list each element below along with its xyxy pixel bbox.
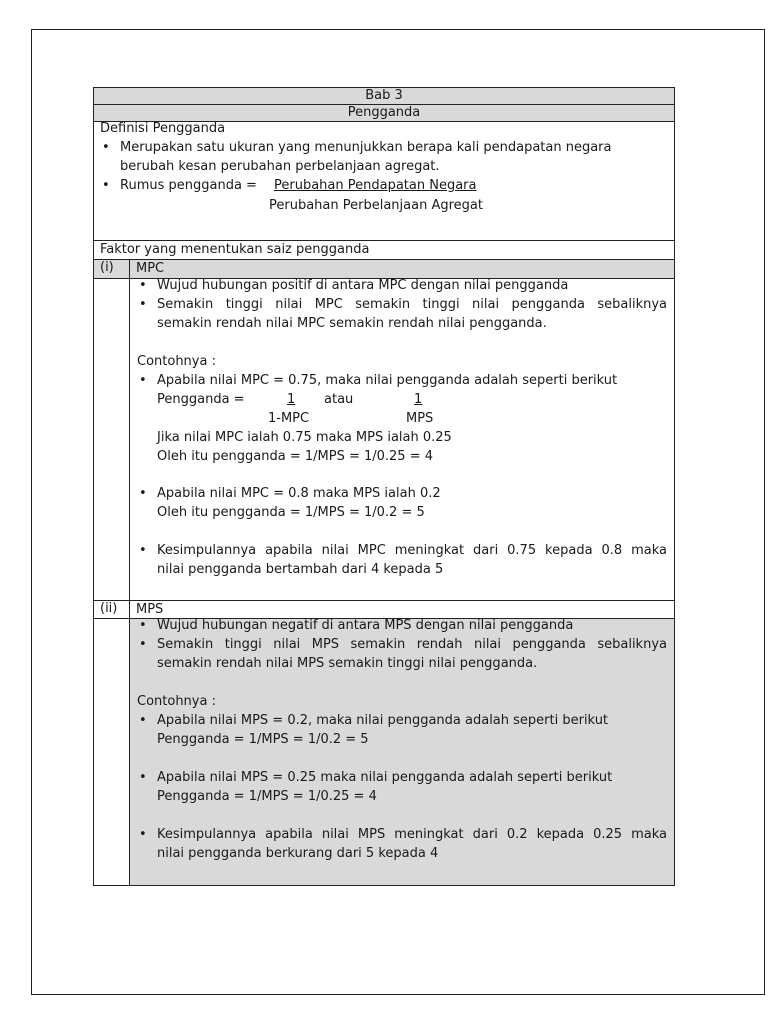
mpc-bullet-1: Wujud hubungan positif di antara MPC dengan nilai pengganda [157, 278, 569, 293]
mpc-conclusion-line-1: Kesimpulannya apabila nilai MPC meningkat dari 0.75 kepada 0.8 maka [157, 543, 667, 558]
mpc-ex2-line-1: Apabila nilai MPC = 0.8 maka MPS ialah 0.2 [157, 486, 441, 501]
notes-table [93, 87, 675, 886]
mpc-ex1-pengganda: Pengganda = [157, 392, 245, 407]
bullet-icon: • [102, 178, 110, 193]
mps-ex2-line-2: Pengganda = 1/MPS = 1/0.25 = 4 [157, 789, 377, 804]
mpc-ex1-denominator-2: MPS [406, 411, 434, 426]
factors-title-row [94, 241, 674, 260]
formula-denominator: Perubahan Perbelanjaan Agregat [269, 198, 483, 213]
mpc-bullet-2-line-2: semakin rendah nilai MPC semakin rendah nilai pengganda. [157, 316, 547, 331]
bullet-icon: • [139, 618, 147, 633]
mpc-number [94, 260, 130, 278]
mps-number-text: (ii) [100, 601, 118, 616]
mps-ex2-line-1: Apabila nilai MPS = 0.25 maka nilai pengganda adalah seperti berikut [157, 770, 613, 785]
mpc-ex1-numerator-2: 1 [414, 392, 423, 407]
mpc-conclusion-line-2: nilai pengganda bertambah dari 4 kepada 5 [157, 562, 444, 577]
bullet-icon: • [139, 770, 147, 785]
mpc-ex1-denominator-1: 1-MPC [268, 411, 310, 426]
mps-ex1-line-1: Apabila nilai MPS = 0.2, maka nilai pengganda adalah seperti berikut [157, 713, 609, 728]
mpc-ex2-line-2: Oleh itu pengganda = 1/MPS = 1/0.2 = 5 [157, 505, 425, 520]
chapter-label: Bab 3 [365, 88, 403, 103]
mpc-label-text: MPC [136, 261, 165, 276]
bullet-icon: • [139, 373, 147, 388]
mpc-ex1-atau: atau [324, 392, 354, 407]
bullet-icon: • [139, 713, 147, 728]
mpc-ex1-line-4: Oleh itu pengganda = 1/MPS = 1/0.25 = 4 [157, 449, 434, 464]
factors-title: Faktor yang menentukan saiz pengganda [100, 242, 370, 257]
mps-bullet-2-line-1: Semakin tinggi nilai MPS semakin rendah nilai pengganda sebaliknya [157, 637, 667, 652]
definition-section [94, 122, 674, 241]
mps-bullet-1: Wujud hubungan negatif di antara MPS dengan nilai pengganda [157, 618, 574, 633]
bullet-icon: • [139, 297, 147, 312]
formula-numerator: Perubahan Pendapatan Negara [274, 178, 477, 193]
mpc-label [130, 261, 674, 277]
chapter-heading [94, 88, 674, 105]
mps-conclusion-line-2: nilai pengganda berkurang dari 5 kepada 4 [157, 846, 439, 861]
mpc-ex1-numerator-1: 1 [287, 392, 296, 407]
mpc-number-text: (i) [100, 260, 114, 275]
mpc-example-label: Contohnya : [137, 354, 216, 369]
mps-conclusion-line-1: Kesimpulannya apabila nilai MPS meningkat dari 0.2 kepada 0.25 maka [157, 827, 667, 842]
mpc-content [94, 279, 674, 601]
definition-line-1: Merupakan satu ukuran yang menunjukkan berapa kali pendapatan negara [120, 140, 612, 155]
mpc-bullet-2-line-1: Semakin tinggi nilai MPC semakin tinggi nilai pengganda sebaliknya [157, 297, 667, 312]
mps-label-text: MPS [136, 602, 164, 617]
bullet-icon: • [139, 486, 147, 501]
formula-prefix: Rumus pengganda = [120, 178, 257, 193]
mps-bullet-2-line-2: semakin rendah nilai MPS semakin tinggi nilai pengganda. [157, 656, 538, 671]
mpc-number-cell [94, 279, 130, 600]
mps-example-label: Contohnya : [137, 694, 216, 709]
mpc-ex1-line-1: Apabila nilai MPC = 0.75, maka nilai pengganda adalah seperti berikut [157, 373, 618, 388]
bullet-icon: • [102, 140, 110, 155]
bullet-icon: • [139, 637, 147, 652]
mps-number-cell [94, 619, 130, 885]
bullet-icon: • [139, 827, 147, 842]
mps-content [94, 619, 674, 885]
mpc-ex1-line-3: Jika nilai MPC ialah 0.75 maka MPS ialah 0.25 [157, 430, 452, 445]
bullet-icon: • [139, 278, 147, 293]
definition-title: Definisi Pengganda [100, 121, 226, 136]
definition-line-2: berubah kesan perubahan perbelanjaan agregat. [120, 159, 440, 174]
topic-label: Pengganda [347, 105, 421, 120]
bullet-icon: • [139, 543, 147, 558]
mps-number [94, 601, 130, 618]
mps-ex1-line-2: Pengganda = 1/MPS = 1/0.2 = 5 [157, 732, 369, 747]
